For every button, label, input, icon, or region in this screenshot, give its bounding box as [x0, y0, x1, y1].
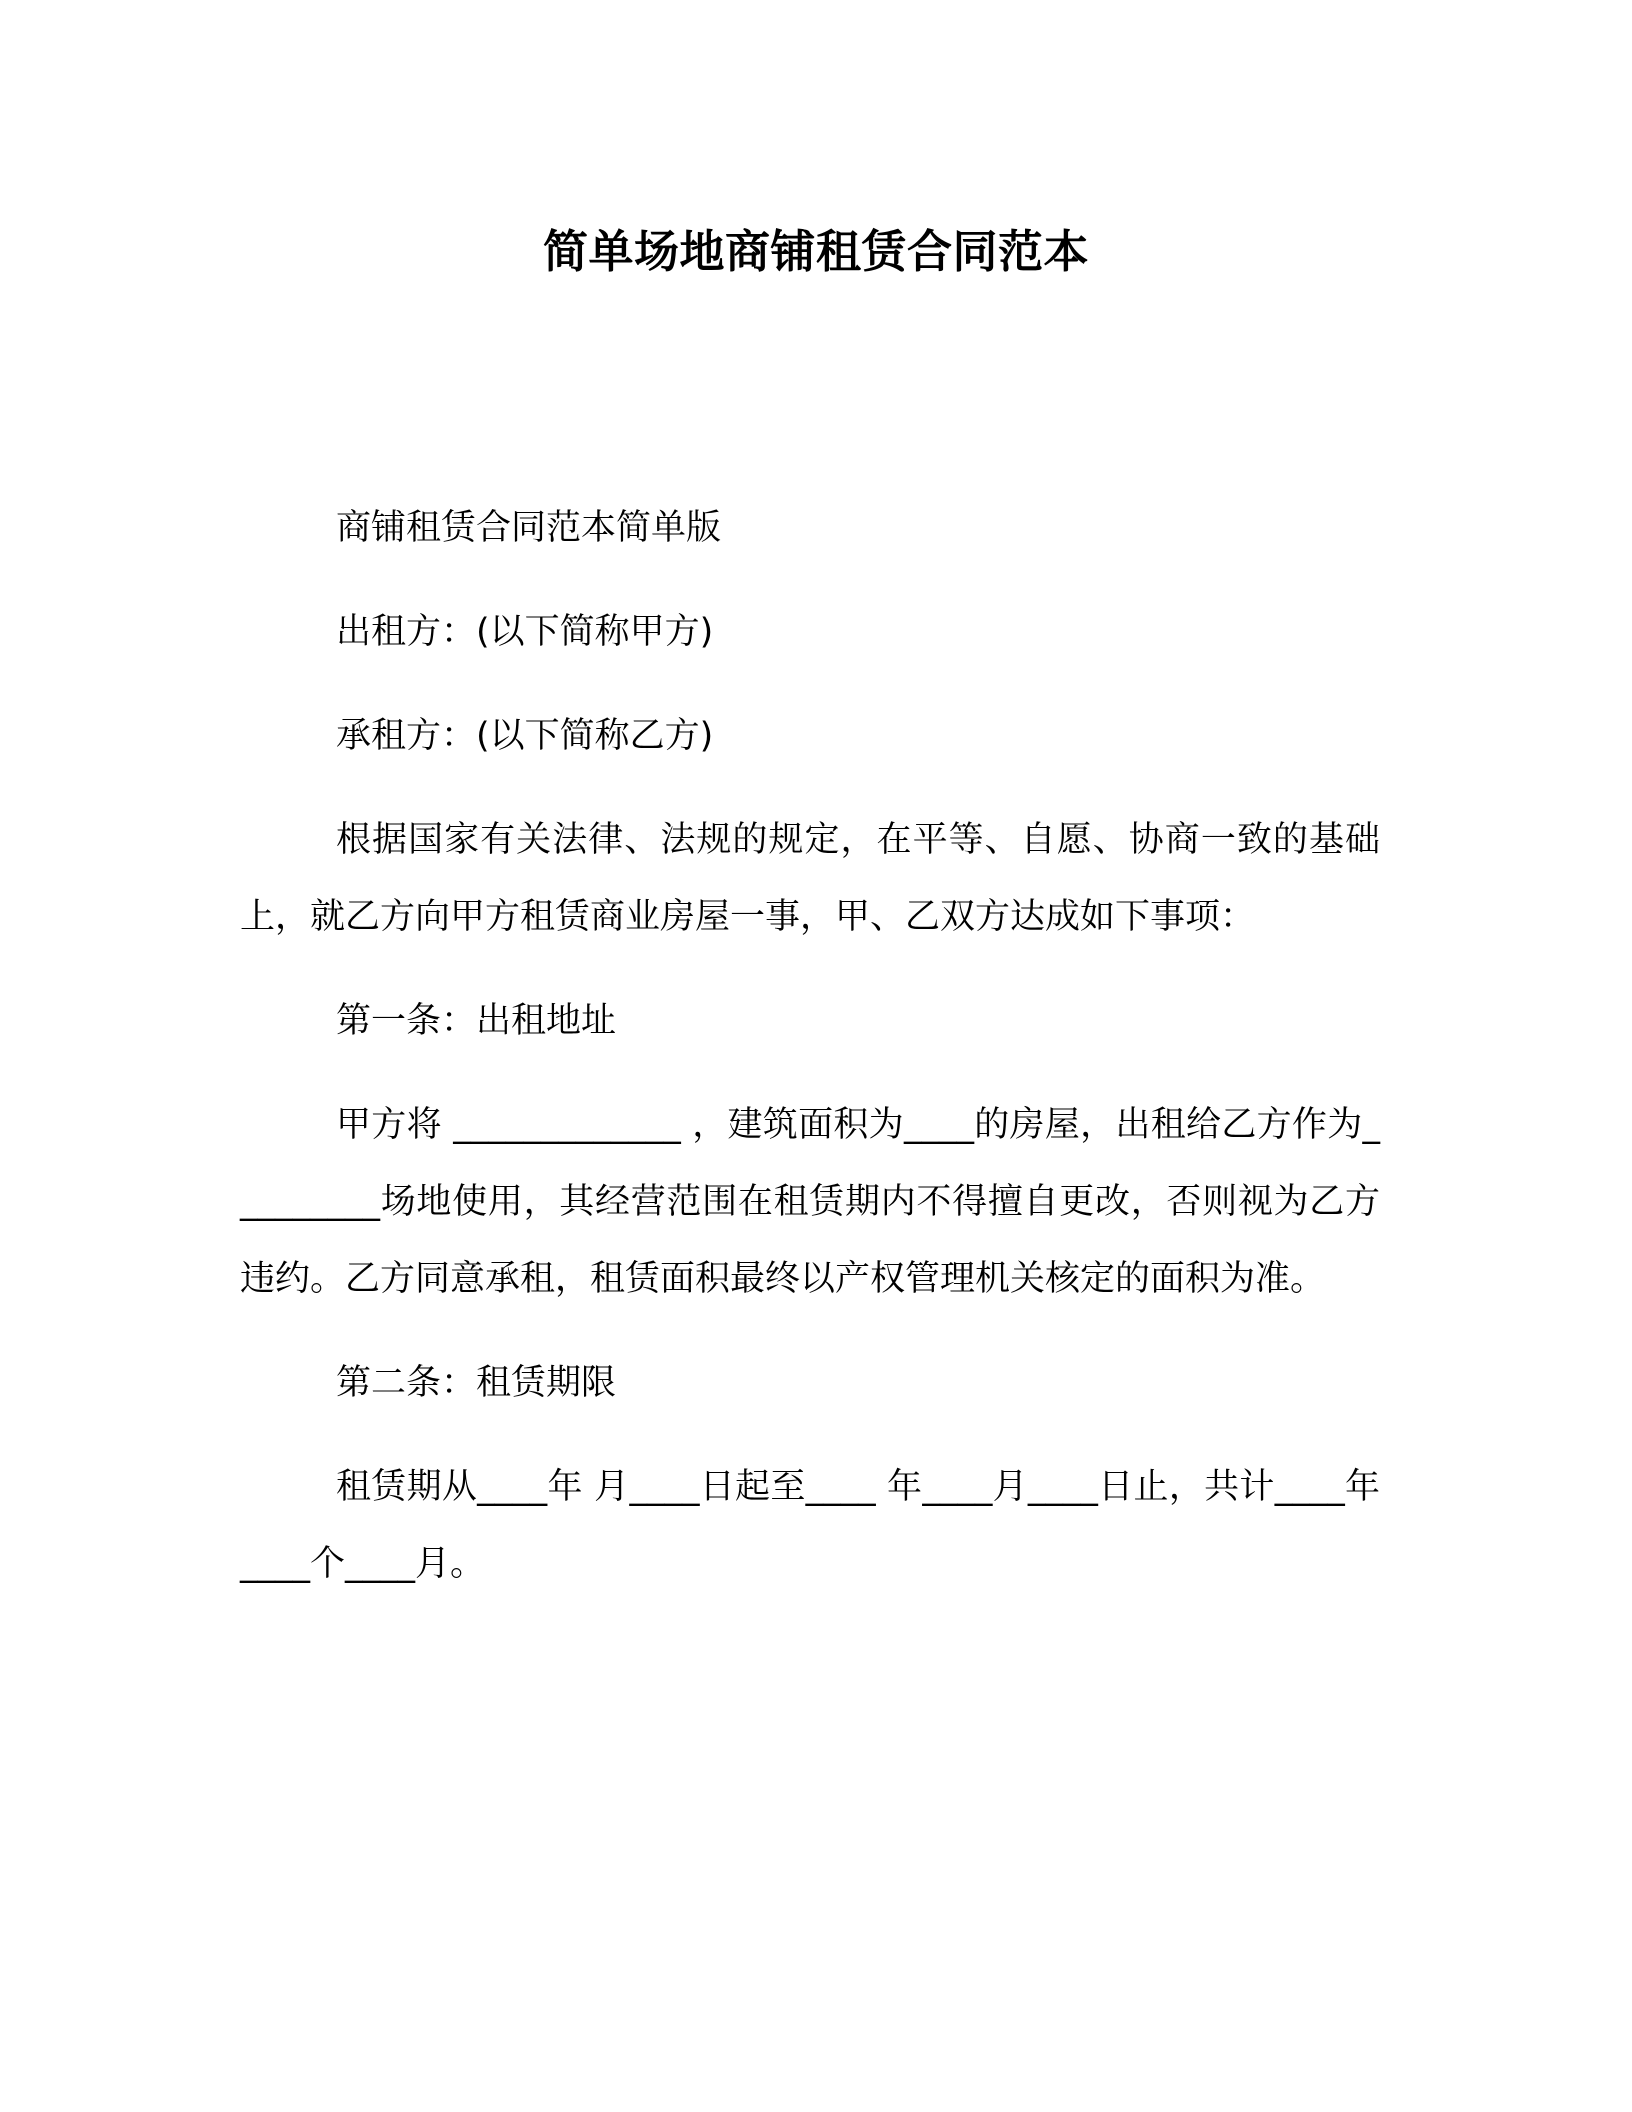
article-1-heading: 第一条：出租地址 [336, 1001, 617, 1041]
article-1-text: 甲方将 _____________ ，建筑面积为____的房屋，出租给乙方作为_________场地使用，其经营范围在租赁期内不得擅自更改，否则视为乙方违约。乙方同意承租，租赁面积最终以产权管理机关核定的面积为准。 [240, 1105, 1380, 1299]
paragraph-subtitle: 商铺租赁合同范本简单版 [336, 508, 722, 548]
paragraph-lessee: 承租方：(以下简称乙方) [336, 716, 714, 756]
paragraph-lessor: 出租方：(以下简称甲方) [336, 612, 714, 652]
article-2-text: 租赁期从____年 月____日起至____ 年____月____日止，共计____年____个____月。 [240, 1467, 1380, 1584]
document-body [240, 490, 1380, 1630]
paragraph-preamble: 根据国家有关法律、法规的规定，在平等、自愿、协商一致的基础上，就乙方向甲方租赁商业房屋一事，甲、乙双方达成如下事项： [240, 820, 1380, 937]
document-title: 简单场地商铺租赁合同范本 [542, 225, 1089, 278]
article-2-heading: 第二条：租赁期限 [336, 1363, 617, 1403]
